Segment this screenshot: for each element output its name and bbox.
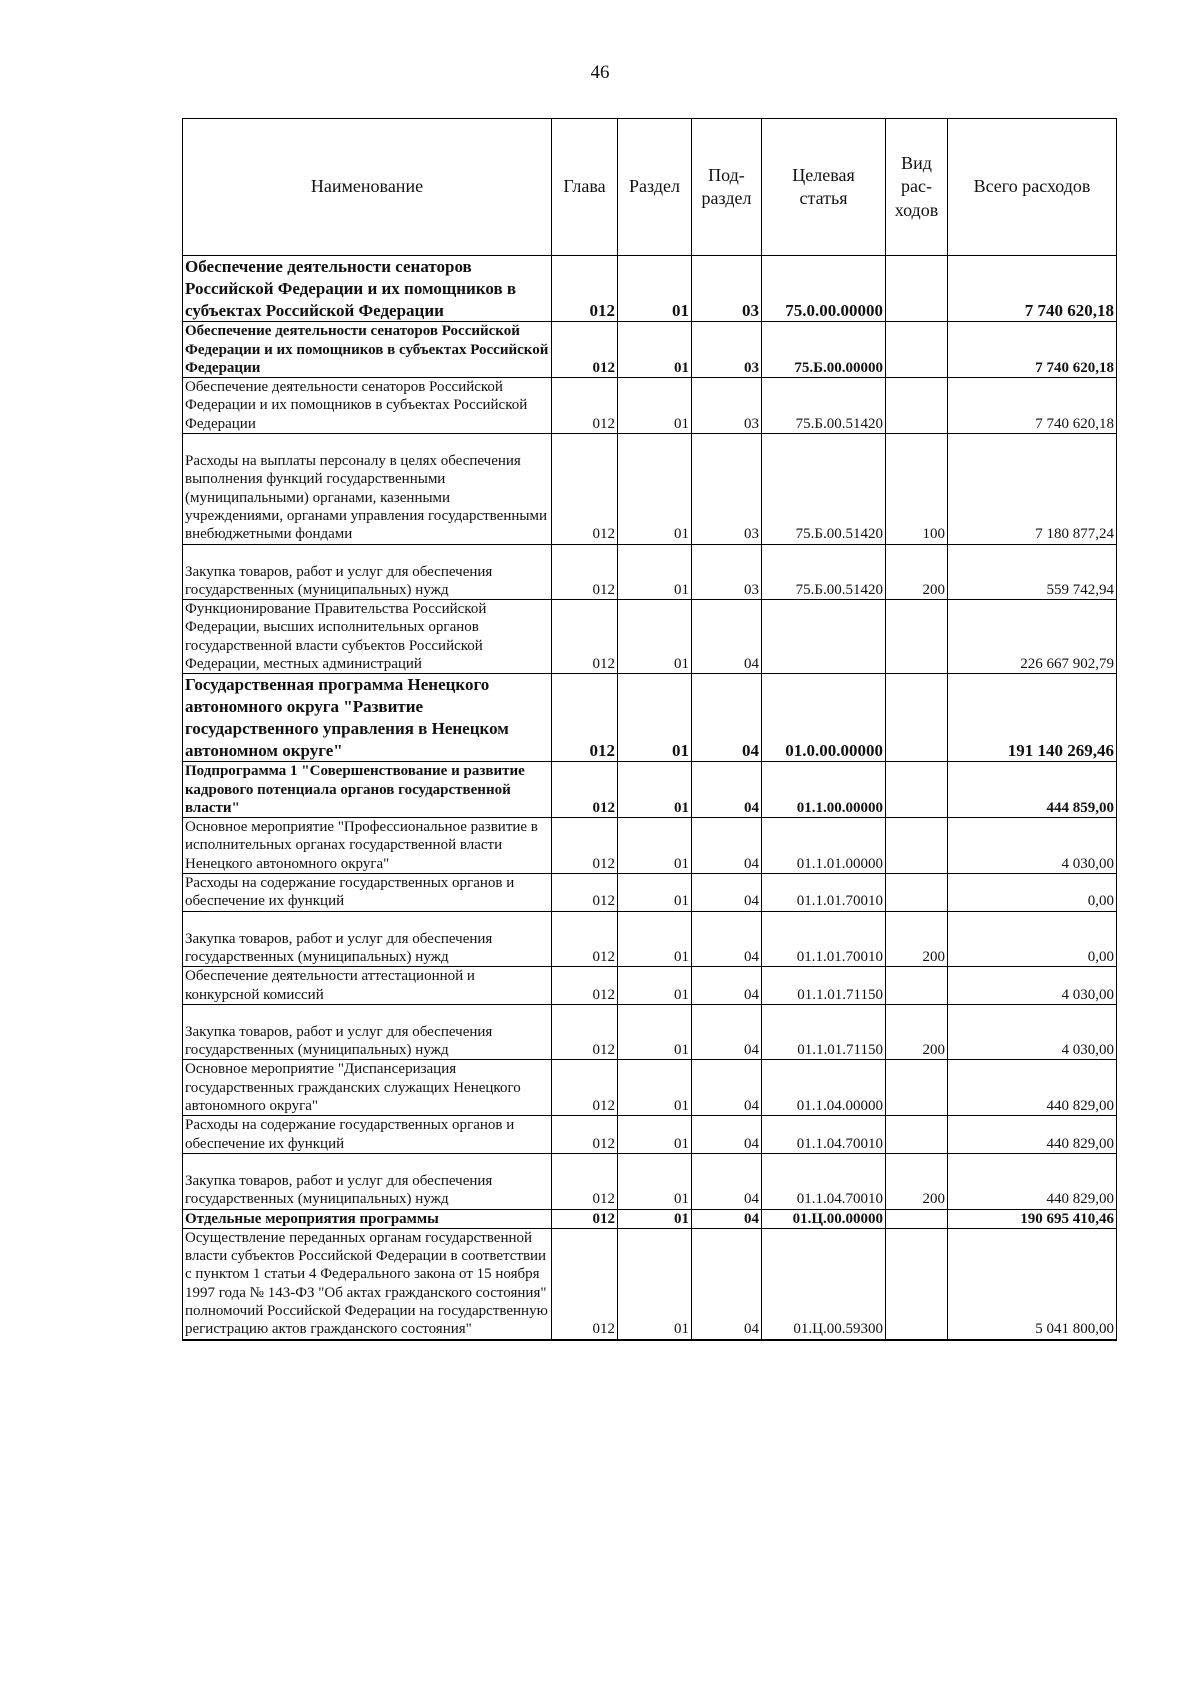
row-expense-type-cell [886,818,948,874]
header-chapter: Глава [552,119,618,256]
row-total-cell: 444 859,00 [948,762,1117,818]
header-name: Наименование [183,119,552,256]
row-expense-type-cell [886,378,948,434]
header-expense-type: Вид рас- ходов [886,119,948,256]
row-name-cell: Функционирование Правительства Российской Федерации, высших исполнительных органов государственной власти субъектов Российской Федерации, местных администраций [183,600,552,674]
row-chapter-cell: 012 [552,1060,618,1116]
page-number: 46 [590,62,610,83]
row-subsection-cell: 04 [692,762,762,818]
row-total-cell: 440 829,00 [948,1153,1117,1209]
row-subsection-cell: 04 [692,967,762,1005]
row-total-cell: 190 695 410,46 [948,1209,1117,1228]
row-target-item-cell: 01.Ц.00.00000 [762,1209,886,1228]
table-row [183,1060,1117,1116]
row-expense-type-cell: 200 [886,544,948,600]
row-expense-type-cell [886,1060,948,1116]
row-target-item-cell: 01.1.01.70010 [762,874,886,912]
row-subsection-cell: 04 [692,1228,762,1339]
row-expense-type-cell [886,322,948,378]
row-subsection-cell: 03 [692,544,762,600]
row-total-cell: 7 740 620,18 [948,322,1117,378]
row-section-cell: 01 [618,434,692,544]
row-section-cell: 01 [618,544,692,600]
row-total-cell: 226 667 902,79 [948,600,1117,674]
table-body [183,256,1117,1340]
row-subsection-cell: 04 [692,600,762,674]
row-name-cell: Закупка товаров, работ и услуг для обеспечения государственных (муниципальных) нужд [183,544,552,600]
row-chapter-cell: 012 [552,911,618,967]
row-expense-type-cell [886,1116,948,1154]
table-row [183,762,1117,818]
row-name-cell: Основное мероприятие "Диспансеризация государственных гражданских служащих Ненецкого автономного округа" [183,1060,552,1116]
row-section-cell: 01 [618,378,692,434]
row-chapter-cell: 012 [552,1153,618,1209]
row-total-cell: 440 829,00 [948,1116,1117,1154]
row-target-item-cell: 01.1.01.71150 [762,967,886,1005]
table-row [183,967,1117,1005]
row-total-cell: 0,00 [948,911,1117,967]
row-subsection-cell: 04 [692,674,762,762]
row-section-cell: 01 [618,911,692,967]
row-expense-type-cell [886,600,948,674]
row-target-item-cell: 75.Б.00.51420 [762,544,886,600]
row-target-item-cell: 75.Б.00.00000 [762,322,886,378]
row-name-cell: Расходы на выплаты персоналу в целях обеспечения выполнения функций государственными (муниципальными) органами, казенными учреждениями, органами управления государственными внебюджетными фондами [183,434,552,544]
row-name-cell: Расходы на содержание государственных органов и обеспечение их функций [183,874,552,912]
row-name-cell: Закупка товаров, работ и услуг для обеспечения государственных (муниципальных) нужд [183,1004,552,1060]
row-chapter-cell: 012 [552,1116,618,1154]
row-chapter-cell: 012 [552,544,618,600]
row-section-cell: 01 [618,256,692,322]
row-subsection-cell: 04 [692,1060,762,1116]
row-section-cell: 01 [618,818,692,874]
table-row [183,322,1117,378]
table-row [183,1228,1117,1339]
row-target-item-cell: 01.Ц.00.59300 [762,1228,886,1339]
row-name-cell: Обеспечение деятельности сенаторов Российской Федерации и их помощников в субъектах Российской Федерации [183,256,552,322]
row-chapter-cell: 012 [552,322,618,378]
row-chapter-cell: 012 [552,1004,618,1060]
row-section-cell: 01 [618,1228,692,1339]
table-row [183,1004,1117,1060]
row-target-item-cell: 01.1.04.70010 [762,1116,886,1154]
row-expense-type-cell [886,967,948,1005]
row-chapter-cell: 012 [552,967,618,1005]
table-row [183,674,1117,762]
row-target-item-cell [762,600,886,674]
row-expense-type-cell [886,674,948,762]
row-section-cell: 01 [618,1004,692,1060]
table-row [183,1153,1117,1209]
row-total-cell: 191 140 269,46 [948,674,1117,762]
row-chapter-cell: 012 [552,600,618,674]
row-total-cell: 5 041 800,00 [948,1228,1117,1339]
row-target-item-cell: 01.1.01.71150 [762,1004,886,1060]
table-row [183,818,1117,874]
table-row [183,1116,1117,1154]
row-subsection-cell: 03 [692,322,762,378]
row-section-cell: 01 [618,1153,692,1209]
row-name-cell: Закупка товаров, работ и услуг для обеспечения государственных (муниципальных) нужд [183,911,552,967]
table-row [183,378,1117,434]
row-chapter-cell: 012 [552,256,618,322]
row-subsection-cell: 04 [692,1004,762,1060]
row-expense-type-cell: 200 [886,911,948,967]
table-row [183,600,1117,674]
header-section: Раздел [618,119,692,256]
row-expense-type-cell: 200 [886,1153,948,1209]
row-chapter-cell: 012 [552,674,618,762]
row-expense-type-cell [886,1209,948,1228]
header-target-item: Целевая статья [762,119,886,256]
row-expense-type-cell [886,762,948,818]
row-chapter-cell: 012 [552,378,618,434]
row-target-item-cell: 01.1.04.00000 [762,1060,886,1116]
row-target-item-cell: 01.1.01.70010 [762,911,886,967]
row-subsection-cell: 04 [692,874,762,912]
row-name-cell: Обеспечение деятельности аттестационной и конкурсной комиссий [183,967,552,1005]
row-total-cell: 440 829,00 [948,1060,1117,1116]
row-subsection-cell: 04 [692,1153,762,1209]
row-expense-type-cell [886,1228,948,1339]
row-section-cell: 01 [618,322,692,378]
table-header [183,119,1117,256]
row-subsection-cell: 04 [692,911,762,967]
row-target-item-cell: 01.0.00.00000 [762,674,886,762]
row-total-cell: 7 740 620,18 [948,378,1117,434]
row-name-cell: Обеспечение деятельности сенаторов Российской Федерации и их помощников в субъектах Российской Федерации [183,322,552,378]
row-expense-type-cell [886,874,948,912]
row-name-cell: Государственная программа Ненецкого автономного округа "Развитие государственного управления в Ненецком автономном округе" [183,674,552,762]
row-name-cell: Расходы на содержание государственных органов и обеспечение их функций [183,1116,552,1154]
row-section-cell: 01 [618,874,692,912]
row-subsection-cell: 04 [692,1209,762,1228]
row-section-cell: 01 [618,1116,692,1154]
row-name-cell: Основное мероприятие "Профессиональное развитие в исполнительных органах государственной власти Ненецкого автономного округа" [183,818,552,874]
row-target-item-cell: 75.Б.00.51420 [762,378,886,434]
row-name-cell: Отдельные мероприятия программы [183,1209,552,1228]
row-expense-type-cell [886,256,948,322]
row-target-item-cell: 01.1.00.00000 [762,762,886,818]
table-row [183,256,1117,322]
table-row [183,911,1117,967]
row-chapter-cell: 012 [552,818,618,874]
row-chapter-cell: 012 [552,1228,618,1339]
row-name-cell: Подпрограмма 1 "Совершенствование и развитие кадрового потенциала органов государственной власти" [183,762,552,818]
row-subsection-cell: 03 [692,378,762,434]
row-target-item-cell: 75.0.00.00000 [762,256,886,322]
row-subsection-cell: 03 [692,434,762,544]
row-total-cell: 4 030,00 [948,818,1117,874]
table-row [183,1209,1117,1228]
header-subsection: Под- раздел [692,119,762,256]
table-row [183,434,1117,544]
row-name-cell: Обеспечение деятельности сенаторов Российской Федерации и их помощников в субъектах Российской Федерации [183,378,552,434]
budget-table [182,118,1117,1341]
header-row [183,119,1117,256]
row-total-cell: 4 030,00 [948,967,1117,1005]
row-total-cell: 7 180 877,24 [948,434,1117,544]
row-target-item-cell: 75.Б.00.51420 [762,434,886,544]
table-row [183,874,1117,912]
row-name-cell: Осуществление переданных органам государственной власти субъектов Российской Федерации в соответствии с пунктом 1 статьи 4 Федерального закона от 15 ноября 1997 года № 143-ФЗ "Об актах гражданского состояния" полномочий Российской Федерации на государственную регистрацию актов гражданского состояния" [183,1228,552,1339]
row-expense-type-cell: 100 [886,434,948,544]
row-subsection-cell: 04 [692,1116,762,1154]
row-name-cell: Закупка товаров, работ и услуг для обеспечения государственных (муниципальных) нужд [183,1153,552,1209]
row-target-item-cell: 01.1.04.70010 [762,1153,886,1209]
row-chapter-cell: 012 [552,1209,618,1228]
row-total-cell: 559 742,94 [948,544,1117,600]
row-section-cell: 01 [618,967,692,1005]
row-section-cell: 01 [618,762,692,818]
row-section-cell: 01 [618,1209,692,1228]
row-subsection-cell: 03 [692,256,762,322]
row-section-cell: 01 [618,600,692,674]
row-expense-type-cell: 200 [886,1004,948,1060]
table-row [183,544,1117,600]
row-chapter-cell: 012 [552,434,618,544]
row-subsection-cell: 04 [692,818,762,874]
row-total-cell: 0,00 [948,874,1117,912]
row-total-cell: 4 030,00 [948,1004,1117,1060]
row-total-cell: 7 740 620,18 [948,256,1117,322]
row-section-cell: 01 [618,1060,692,1116]
row-section-cell: 01 [618,674,692,762]
header-total: Всего расходов [948,119,1117,256]
row-target-item-cell: 01.1.01.00000 [762,818,886,874]
row-chapter-cell: 012 [552,762,618,818]
row-chapter-cell: 012 [552,874,618,912]
